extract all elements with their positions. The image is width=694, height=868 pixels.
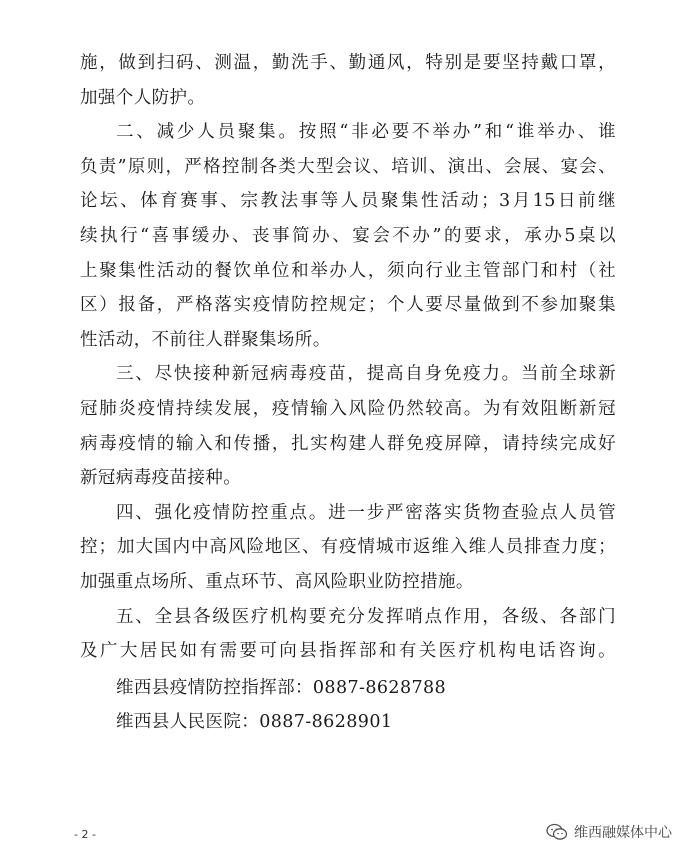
text-line: 续执行“喜事缓办、丧事简办、宴会不办”的要求，承办5桌以 [80, 225, 616, 246]
text-line: 病毒疫情的输入和传播，扎实构建人群免疫屏障，请持续完成好 [80, 433, 616, 454]
document-body [80, 46, 616, 739]
text-line: 论坛、体育赛事、宗教法事等人员聚集性活动；3月15日前继 [80, 191, 616, 212]
text-line: 加强个人防护。 [80, 87, 206, 108]
text-line: 三、尽快接种新冠病毒疫苗，提高自身免疫力。当前全球新 [116, 364, 616, 385]
watermark-text: 维西融媒体中心 [574, 825, 672, 841]
watermark [546, 822, 672, 842]
text-line: 上聚集性活动的餐饮单位和举办人，须向行业主管部门和村（社 [80, 260, 616, 281]
text-line: 施，做到扫码、测温，勤洗手、勤通风，特别是要坚持戴口罩， [80, 53, 616, 73]
text-line: 二、减少人员聚集。按照“非必要不举办”和“谁举办、谁 [116, 122, 616, 143]
contact-list [80, 671, 616, 739]
text-line: 控；加大国内中高风险地区、有疫情城市返维入维人员排查力度； [80, 537, 616, 558]
text-line: 区）报备，严格落实疫情防控规定；个人要尽量做到不参加聚集 [80, 295, 616, 316]
text-line: 新冠病毒疫苗接种。 [80, 468, 242, 489]
wechat-icon [546, 823, 568, 841]
text-line: 负责”原则，严格控制各类大型会议、培训、演出、会展、宴会、 [80, 156, 616, 177]
text-line: 加强重点场所、重点环节、高风险职业防控措施。 [80, 571, 474, 592]
page-number: - 2 - [74, 828, 96, 841]
contact-line: 维西县疫情防控指挥部：0887-8628788 [116, 677, 447, 698]
text-line: 冠肺炎疫情持续发展，疫情输入风险仍然较高。为有效阻断新冠 [80, 398, 616, 419]
text-line: 性活动，不前往人群聚集场所。 [80, 329, 331, 350]
text-line: 五、全县各级医疗机构要充分发挥哨点作用，各级、各部门 [116, 606, 616, 627]
text-line: 四、强化疫情防控重点。进一步严密落实货物查验点人员管 [116, 502, 616, 523]
text-line: 及广大居民如有需要可向县指挥部和有关医疗机构电话咨询。 [80, 641, 616, 662]
contact-line: 维西县人民医院：0887-8628901 [116, 711, 393, 732]
